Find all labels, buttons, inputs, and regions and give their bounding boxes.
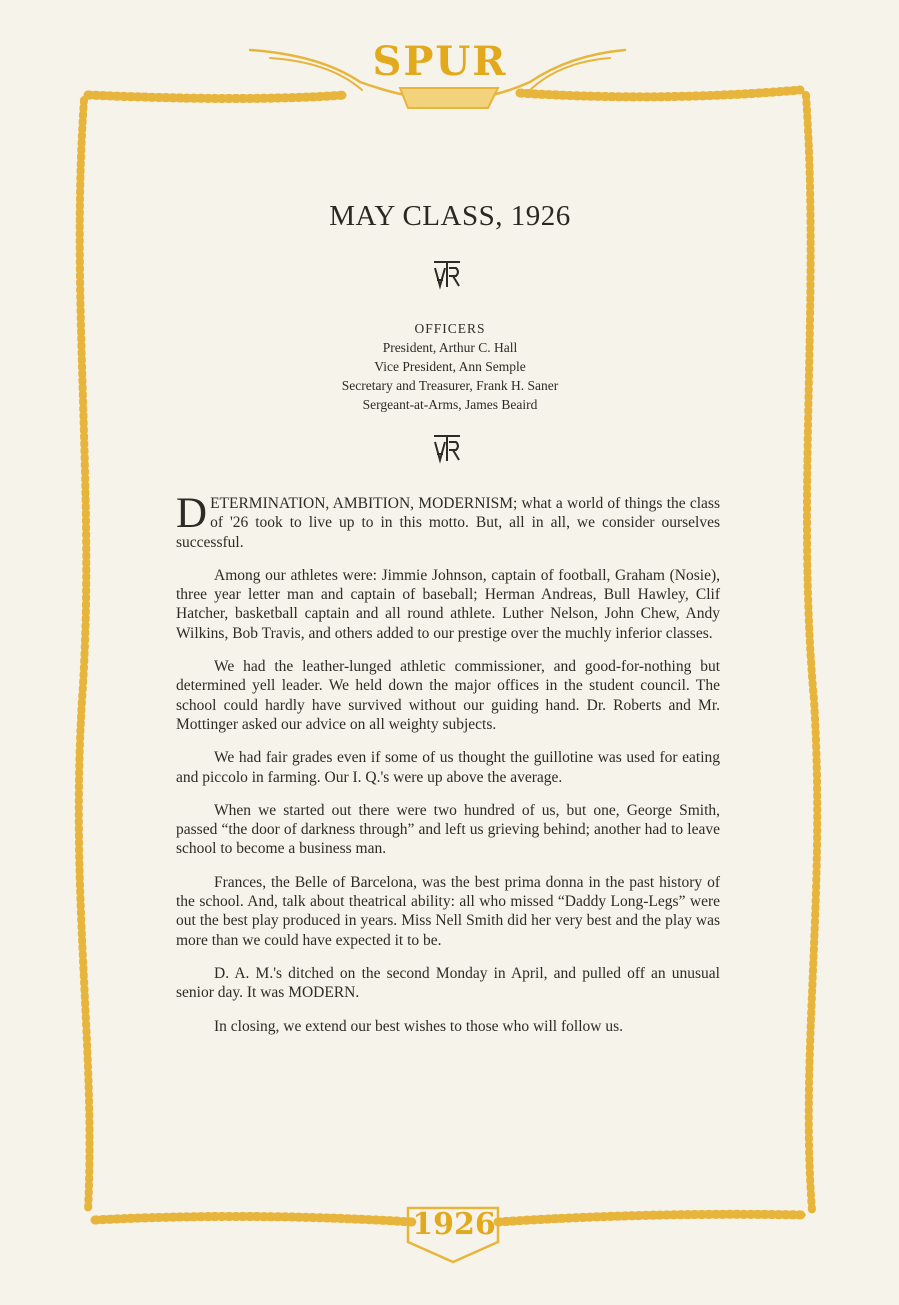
paragraph-3: We had the leather-lunged athletic commissioner, and good-for-nothing but determined yell leader. We held down the major offices in the student council. The school could hardly have survived without our guiding hand. Dr. Roberts and Mr. Mottinger asked our advice on all weighty subjects. [176,658,720,733]
paragraph-8: In closing, we extend our best wishes to those who will follow us. [214,1017,623,1035]
officers-heading: OFFICERS [414,321,486,336]
officer-vice-president: Vice President, Ann Semple [374,359,526,374]
paragraph-1 [176,490,720,552]
spur-logo: SPUR [372,38,508,85]
year-badge: 1926 [412,1207,496,1242]
ornamental-monogram-icon-2 [431,432,463,464]
officer-president: President, Arthur C. Hall [382,340,518,355]
officer-secretary-treasurer: Secretary and Treasurer, Frank H. Saner [341,378,559,393]
paragraph-1-text: ETERMINATION, AMBITION, MODERNISM; what a world of things the class of '26 took to live up to in this motto. But, all in all, we consider ourselves successful. [176,495,720,551]
officer-sergeant-at-arms: Sergeant-at-Arms, James Beaird [362,397,538,412]
paragraph-7: D. A. M.'s ditched on the second Monday in April, and pulled off an unusual senior day. It was MODERN. [176,964,720,1002]
paragraph-4: We had fair grades even if some of us thought the guillotine was used for eating and piccolo in farming. Our I. Q.'s were up above the average. [176,749,720,786]
paragraph-5: When we started out there were two hundred of us, but one, George Smith, passed “the door of darkness through” and left us grieving behind; another had to leave school to become a business man. [176,801,720,858]
paragraph-6: Frances, the Belle of Barcelona, was the best prima donna in the past history of the school. And, talk about theatrical ability: all who missed “Daddy Long-Legs” were out the best play produced in years. Miss Nell Smith did her very best and the play was more than we could have expected it to be. [176,873,720,949]
officers-section [250,319,650,414]
page-title: MAY CLASS, 1926 [329,200,571,232]
ornamental-monogram-icon [431,258,463,290]
paragraph-2: Among our athletes were: Jimmie Johnson, captain of football, Graham (Nosie), three year letter man and captain of baseball; Herman Andreas, Bull Hawley, Clif Hatcher, basketball captain and all round athlete. Luther Nelson, John Chew, Andy Wilkins, Bob Travis, and others added to our prestige over the muchly inferior classes. [176,566,720,642]
drop-cap: D [176,490,208,537]
article-body [176,490,720,1050]
